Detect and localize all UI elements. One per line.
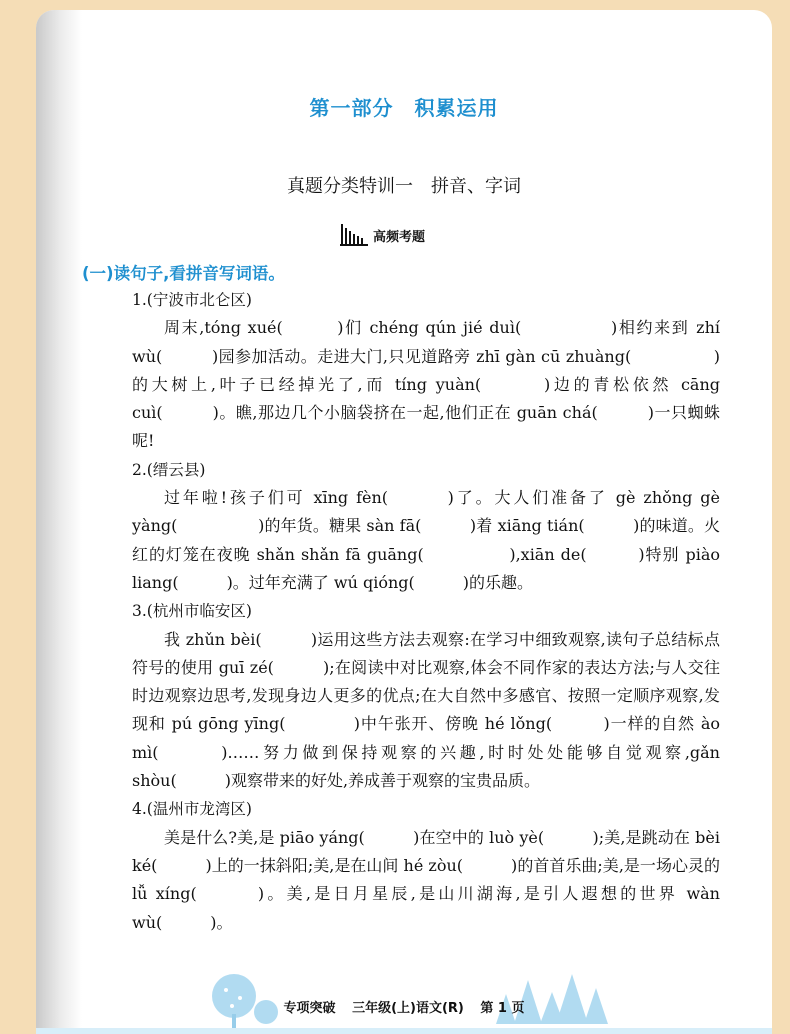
- badge-label: 高频考题: [373, 229, 426, 245]
- worksheet-page: [36, 10, 772, 1034]
- footer-series: 专项突破: [283, 1001, 336, 1016]
- sub-title: 真题分类特训一 拼音、字词: [287, 176, 521, 197]
- page-edge-shadow: [36, 10, 82, 1034]
- question-1-source: 1.(宁波市北仑区): [132, 291, 252, 309]
- page-number: 第 1 页: [480, 1001, 525, 1016]
- footer-decoration: [36, 954, 772, 1034]
- footer-label: [36, 997, 772, 1016]
- question-2-source: 2.(缙云县): [132, 460, 206, 479]
- footer-subject: 三年级(上)语文(R): [352, 1001, 464, 1016]
- frequency-badge: [339, 222, 425, 248]
- question-2-text: 过年啦!孩子们可 xīng fèn( )了。大人们准备了 gè zhǒng gè yàng( )的年货。糖果 sàn fā( )着 xiāng tián( )的味道。火红的灯笼在夜晚 shǎn shǎn fā guāng( ),xiān de( )特别 piào liang( )。过年充满了 wú qióng( )的乐趣。: [132, 488, 720, 592]
- question-3-text: 我 zhǔn bèi( )运用这些方法去观察:在学习中细致观察,读句子总结标点符号的使用 guī zé( );在阅读中对比观察,体会不同作家的表达方法;与人交往时边观察边思考,发现身边人更多的优点;在大自然中多感官、按照一定顺序观察,发现和 pú gōng yīng( )中午张开、傍晚 hé lǒng( )一样的自然 ào mì( )……努力做到保持观察的兴趣,时时处处能够自觉观察,gǎn shòu( )观察带来的好处,养成善于观察的宝贵品质。: [132, 629, 720, 791]
- section-heading: (一)读句子,看拼音写词语。: [82, 264, 285, 283]
- question-4-source: 4.(温州市龙湾区): [132, 800, 252, 819]
- question-1-text: 周末,tóng xué( )们 chéng qún jié duì( )相约来到 zhí wù( )园参加活动。走进大门,只见道路旁 zhī gàn cū zhuàng( )的大树上,叶子已经掉光了,而 tíng yuàn( )边的青松依然 cāng cuì( )。瞧,那边几个小脑袋挤在一起,他们正在 guān chá( )一只蜘蛛呢!: [132, 318, 720, 451]
- question-3-source: 3.(杭州市临安区): [132, 602, 252, 621]
- footer: [36, 954, 772, 1034]
- question-list: [132, 286, 720, 937]
- part-title: 第一部分 积累运用: [309, 96, 499, 120]
- bar-chart-icon: [339, 222, 369, 248]
- question-4-text: 美是什么?美,是 piāo yáng( )在空中的 luò yè( );美,是跳动在 bèi ké( )上的一抹斜阳;美,是在山间 hé zòu( )的首首乐曲;美,是一场心灵的 lǚ xíng( )。美,是日月星辰,是山川湖海,是引人遐想的世界 wàn wù( )。: [132, 827, 720, 932]
